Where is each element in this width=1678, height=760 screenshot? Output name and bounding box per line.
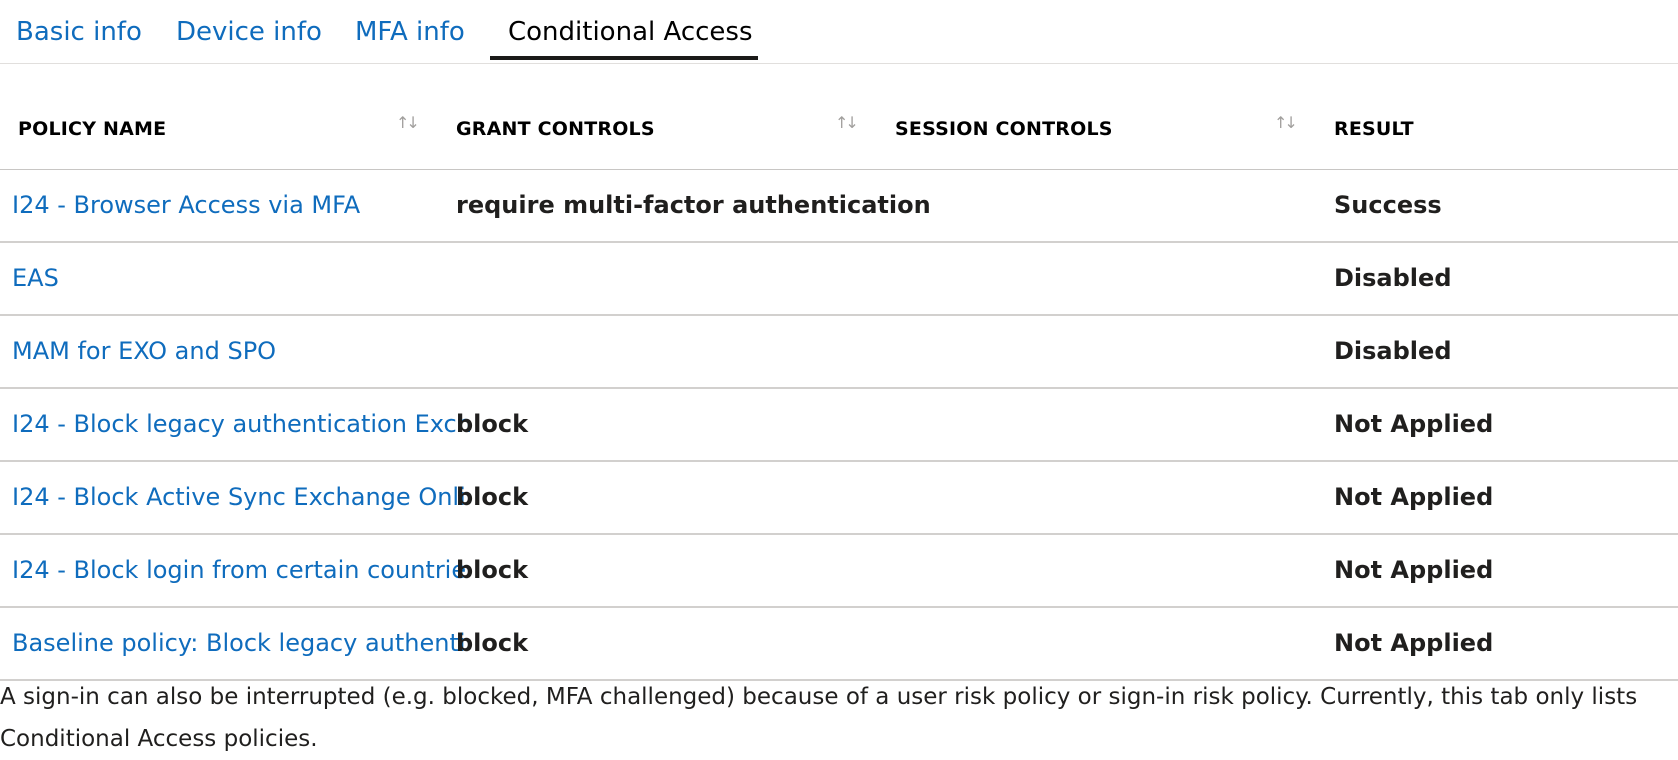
table-header bbox=[0, 63, 1678, 170]
grant-controls-cell: block bbox=[456, 483, 529, 511]
sort-icon[interactable]: ↑↓ bbox=[396, 113, 417, 132]
policy-name-link[interactable]: I24 - Block Active Sync Exchange Onli bbox=[12, 483, 466, 511]
grant-controls-cell: block bbox=[456, 556, 529, 584]
sort-icon[interactable]: ↑↓ bbox=[835, 113, 856, 132]
tab-basic-info[interactable]: Basic info bbox=[16, 17, 142, 47]
grant-controls-cell: block bbox=[456, 629, 529, 657]
result-cell: Not Applied bbox=[1334, 483, 1494, 511]
result-cell: Not Applied bbox=[1334, 629, 1494, 657]
grant-controls-cell: block bbox=[456, 410, 529, 438]
policy-name-link[interactable]: I24 - Block login from certain countrie bbox=[12, 556, 467, 584]
tab-mfa-info[interactable]: MFA info bbox=[355, 17, 465, 47]
active-tab-indicator bbox=[490, 56, 758, 60]
risk-policy-footnote: A sign-in can also be interrupted (e.g. blocked, MFA challenged) because of a user risk policy or sign-in risk policy. Currently, this tab only lists Conditional Access policies. bbox=[0, 684, 1638, 752]
policy-name-link[interactable]: I24 - Block legacy authentication Exch bbox=[12, 410, 472, 438]
grant-controls-cell: require multi-factor authentication bbox=[456, 191, 931, 219]
column-header-policy-name[interactable]: POLICY NAME bbox=[18, 118, 167, 140]
policy-table bbox=[0, 63, 1678, 681]
result-cell: Success bbox=[1334, 191, 1442, 219]
result-cell: Disabled bbox=[1334, 264, 1452, 292]
policy-name-link[interactable]: Baseline policy: Block legacy authenti bbox=[12, 629, 466, 657]
table-row bbox=[0, 316, 1678, 389]
tab-conditional-access[interactable]: Conditional Access bbox=[508, 17, 753, 47]
result-cell: Disabled bbox=[1334, 337, 1452, 365]
table-row bbox=[0, 535, 1678, 608]
column-header-result: RESULT bbox=[1334, 118, 1414, 140]
table-row bbox=[0, 608, 1678, 681]
table-row bbox=[0, 170, 1678, 243]
column-header-session-controls[interactable]: SESSION CONTROLS bbox=[895, 118, 1113, 140]
sort-icon[interactable]: ↑↓ bbox=[1274, 113, 1295, 132]
tab-bar bbox=[0, 0, 1678, 64]
column-header-grant-controls[interactable]: GRANT CONTROLS bbox=[456, 118, 655, 140]
policy-name-link[interactable]: MAM for EXO and SPO bbox=[12, 337, 277, 365]
table-row bbox=[0, 462, 1678, 535]
table-row bbox=[0, 389, 1678, 462]
table-row bbox=[0, 243, 1678, 316]
result-cell: Not Applied bbox=[1334, 410, 1494, 438]
result-cell: Not Applied bbox=[1334, 556, 1494, 584]
policy-name-link[interactable]: EAS bbox=[12, 264, 59, 292]
tab-device-info[interactable]: Device info bbox=[176, 17, 322, 47]
policy-name-link[interactable]: I24 - Browser Access via MFA bbox=[12, 191, 361, 219]
